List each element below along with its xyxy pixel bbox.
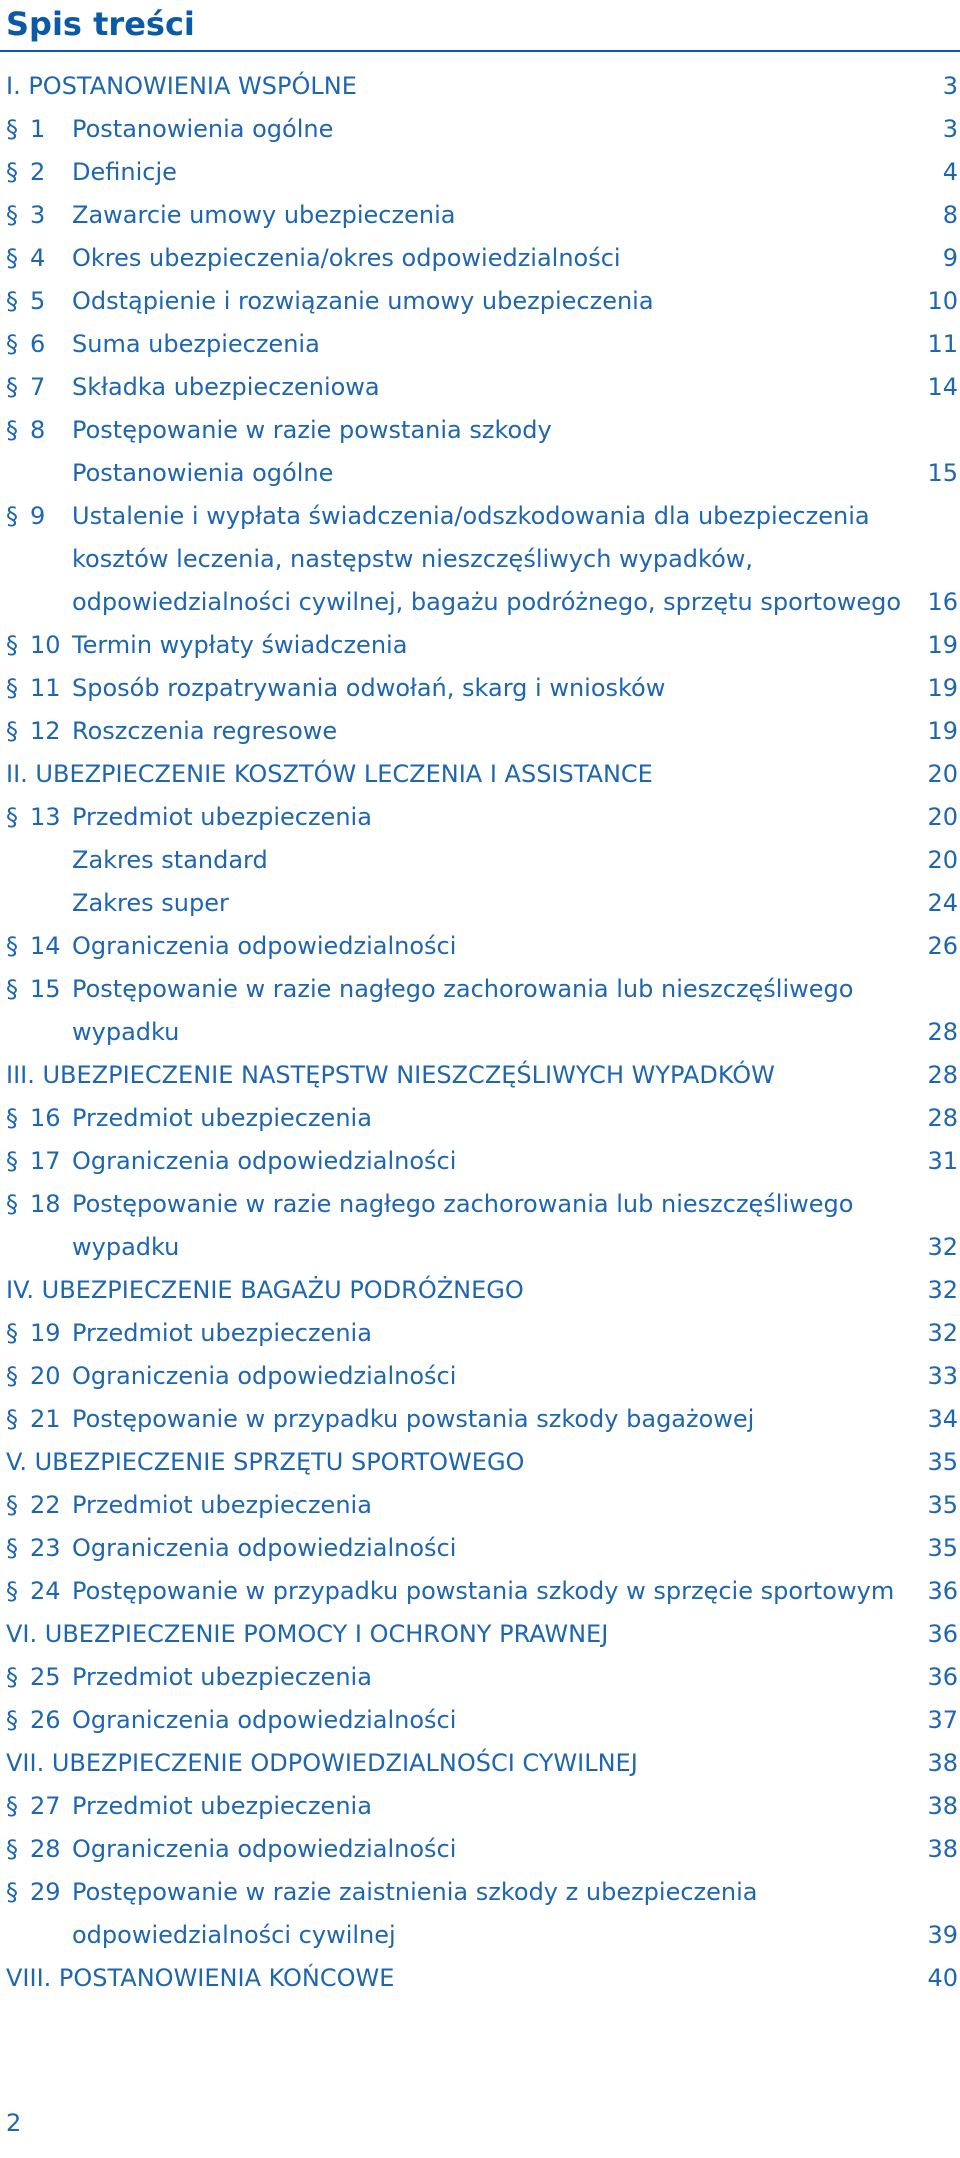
toc-paragraph-entry[interactable] [0, 710, 960, 753]
toc-entry-title: Składka ubezpieczeniowa [72, 373, 380, 401]
toc-entry-page: 32 [927, 1319, 958, 1347]
toc-entry-continuation[interactable] [0, 1011, 960, 1054]
toc-entry-page: 8 [942, 201, 958, 229]
toc-entry-number: 2 [30, 158, 46, 186]
toc-entry-page: 38 [927, 1792, 958, 1820]
toc-paragraph-entry[interactable] [0, 194, 960, 237]
toc-paragraph-entry[interactable] [0, 1355, 960, 1398]
toc-entry-page: 35 [927, 1491, 958, 1519]
toc-entry-title: odpowiedzialności cywilnej [72, 1921, 396, 1949]
toc-entry-page: 20 [927, 760, 958, 788]
toc-entry-page: 32 [927, 1233, 958, 1261]
section-sign-icon: § [6, 1706, 18, 1734]
toc-entry-title: Przedmiot ubezpieczenia [72, 803, 372, 831]
table-of-contents [0, 65, 960, 2000]
section-sign-icon: § [6, 975, 18, 1003]
section-sign-icon: § [6, 1491, 18, 1519]
toc-entry-title: kosztów leczenia, następstw nieszczęśliwych wypadków, [72, 545, 754, 573]
toc-paragraph-entry[interactable] [0, 280, 960, 323]
toc-entry-page: 36 [927, 1663, 958, 1691]
toc-entry-page: 35 [927, 1448, 958, 1476]
toc-paragraph-entry[interactable] [0, 968, 960, 1011]
toc-entry-page: 19 [927, 717, 958, 745]
toc-section-entry[interactable] [0, 1054, 960, 1097]
toc-entry-title: Ograniczenia odpowiedzialności [72, 1147, 457, 1175]
section-sign-icon: § [6, 201, 18, 229]
toc-paragraph-entry[interactable] [0, 1871, 960, 1914]
toc-entry-continuation[interactable] [0, 1914, 960, 1957]
toc-paragraph-entry[interactable] [0, 1097, 960, 1140]
toc-entry-page: 9 [942, 244, 958, 272]
toc-entry-number: 23 [30, 1534, 61, 1562]
toc-paragraph-entry[interactable] [0, 495, 960, 538]
toc-paragraph-entry[interactable] [0, 1699, 960, 1742]
toc-entry-title: Postępowanie w razie nagłego zachorowania lub nieszczęśliwego [72, 975, 854, 1003]
toc-entry-title: Okres ubezpieczenia/okres odpowiedzialności [72, 244, 621, 272]
toc-paragraph-entry[interactable] [0, 624, 960, 667]
section-sign-icon: § [6, 1362, 18, 1390]
toc-entry-number: 13 [30, 803, 61, 831]
toc-entry-page: 3 [942, 115, 958, 143]
toc-entry-number: 5 [30, 287, 46, 315]
toc-entry-title: Definicje [72, 158, 177, 186]
toc-section-entry[interactable] [0, 1613, 960, 1656]
toc-section-entry[interactable] [0, 65, 960, 108]
toc-section-entry[interactable] [0, 1957, 960, 2000]
section-sign-icon: § [6, 1577, 18, 1605]
toc-entry-number: 18 [30, 1190, 61, 1218]
section-sign-icon: § [6, 631, 18, 659]
toc-entry-page: 39 [927, 1921, 958, 1949]
section-sign-icon: § [6, 674, 18, 702]
toc-entry-title: Ograniczenia odpowiedzialności [72, 932, 457, 960]
toc-paragraph-entry[interactable] [0, 237, 960, 280]
toc-entry-number: 26 [30, 1706, 61, 1734]
toc-entry-title: VIII. POSTANOWIENIA KOŃCOWE [6, 1964, 395, 1992]
toc-entry-title: VII. UBEZPIECZENIE ODPOWIEDZIALNOŚCI CYWILNEJ [6, 1749, 638, 1777]
toc-entry-title: Ograniczenia odpowiedzialności [72, 1835, 457, 1863]
toc-entry-title: IV. UBEZPIECZENIE BAGAŻU PODRÓŻNEGO [6, 1276, 524, 1304]
toc-entry-title: odpowiedzialności cywilnej, bagażu podróżnego, sprzętu sportowego [72, 588, 902, 616]
toc-entry-number: 4 [30, 244, 46, 272]
toc-entry-title: Przedmiot ubezpieczenia [72, 1792, 372, 1820]
toc-entry-continuation[interactable] [0, 538, 960, 581]
toc-entry-title: Postępowanie w przypadku powstania szkody w sprzęcie sportowym [72, 1577, 895, 1605]
toc-entry-page: 19 [927, 674, 958, 702]
section-sign-icon: § [6, 502, 18, 530]
toc-paragraph-entry[interactable] [0, 1785, 960, 1828]
toc-entry-page: 31 [927, 1147, 958, 1175]
section-sign-icon: § [6, 1147, 18, 1175]
toc-entry-number: 6 [30, 330, 46, 358]
section-sign-icon: § [6, 1104, 18, 1132]
toc-entry-number: 20 [30, 1362, 61, 1390]
toc-entry-title: Postępowanie w razie zaistnienia szkody z ubezpieczenia [72, 1878, 758, 1906]
toc-entry-page: 28 [927, 1018, 958, 1046]
section-sign-icon: § [6, 1405, 18, 1433]
toc-entry-page: 4 [942, 158, 958, 186]
toc-entry-number: 17 [30, 1147, 61, 1175]
toc-entry-page: 15 [927, 459, 958, 487]
toc-paragraph-entry[interactable] [0, 108, 960, 151]
toc-entry-page: 24 [927, 889, 958, 917]
section-sign-icon: § [6, 416, 18, 444]
toc-section-entry[interactable] [0, 753, 960, 796]
toc-entry-title: Termin wypłaty świadczenia [72, 631, 408, 659]
toc-entry-page: 38 [927, 1749, 958, 1777]
toc-paragraph-entry[interactable] [0, 409, 960, 452]
toc-paragraph-entry[interactable] [0, 366, 960, 409]
toc-entry-title: Suma ubezpieczenia [72, 330, 320, 358]
toc-entry-number: 12 [30, 717, 61, 745]
toc-entry-title: Sposób rozpatrywania odwołań, skarg i wniosków [72, 674, 666, 702]
toc-paragraph-entry[interactable] [0, 1656, 960, 1699]
section-sign-icon: § [6, 158, 18, 186]
toc-entry-page: 28 [927, 1104, 958, 1132]
toc-entry-number: 29 [30, 1878, 61, 1906]
page-number: 2 [6, 2109, 22, 2137]
toc-entry-title: Zakres super [72, 889, 229, 917]
toc-paragraph-entry[interactable] [0, 151, 960, 194]
toc-entry-continuation[interactable] [0, 581, 960, 624]
section-sign-icon: § [6, 1190, 18, 1218]
section-sign-icon: § [6, 1663, 18, 1691]
section-sign-icon: § [6, 1319, 18, 1347]
toc-entry-title: Przedmiot ubezpieczenia [72, 1104, 372, 1132]
toc-entry-page: 36 [927, 1620, 958, 1648]
toc-entry-title: Odstąpienie i rozwiązanie umowy ubezpieczenia [72, 287, 654, 315]
toc-entry-title: Ograniczenia odpowiedzialności [72, 1362, 457, 1390]
toc-entry-title: II. UBEZPIECZENIE KOSZTÓW LECZENIA I ASSISTANCE [6, 760, 653, 788]
toc-entry-page: 34 [927, 1405, 958, 1433]
toc-paragraph-entry[interactable] [0, 1183, 960, 1226]
toc-paragraph-entry[interactable] [0, 925, 960, 968]
section-sign-icon: § [6, 244, 18, 272]
toc-section-entry[interactable] [0, 1269, 960, 1312]
toc-entry-page: 19 [927, 631, 958, 659]
toc-entry-title: V. UBEZPIECZENIE SPRZĘTU SPORTOWEGO [6, 1448, 525, 1476]
toc-entry-title: Postępowanie w razie powstania szkody [72, 416, 552, 444]
toc-entry-title: Postępowanie w razie nagłego zachorowania lub nieszczęśliwego [72, 1190, 854, 1218]
page-title: Spis treści [6, 5, 195, 43]
section-sign-icon: § [6, 717, 18, 745]
toc-entry-number: 28 [30, 1835, 61, 1863]
title-divider [0, 50, 960, 52]
toc-entry-page: 32 [927, 1276, 958, 1304]
toc-entry-title: Postępowanie w przypadku powstania szkody bagażowej [72, 1405, 755, 1433]
toc-entry-page: 37 [927, 1706, 958, 1734]
toc-entry-page: 38 [927, 1835, 958, 1863]
toc-section-entry[interactable] [0, 1742, 960, 1785]
toc-entry-page: 16 [927, 588, 958, 616]
toc-entry-title: Przedmiot ubezpieczenia [72, 1663, 372, 1691]
section-sign-icon: § [6, 803, 18, 831]
toc-entry-title: Ustalenie i wypłata świadczenia/odszkodowania dla ubezpieczenia [72, 502, 870, 530]
toc-entry-title: I. POSTANOWIENIA WSPÓLNE [6, 72, 357, 100]
toc-entry-number: 1 [30, 115, 46, 143]
toc-entry-number: 24 [30, 1577, 61, 1605]
toc-entry-title: VI. UBEZPIECZENIE POMOCY I OCHRONY PRAWNEJ [6, 1620, 609, 1648]
toc-entry-title: Roszczenia regresowe [72, 717, 338, 745]
toc-entry-continuation[interactable] [0, 1226, 960, 1269]
toc-entry-continuation[interactable] [0, 839, 960, 882]
toc-entry-page: 14 [927, 373, 958, 401]
toc-entry-title: Przedmiot ubezpieczenia [72, 1319, 372, 1347]
toc-paragraph-entry[interactable] [0, 1828, 960, 1871]
toc-entry-title: wypadku [72, 1018, 180, 1046]
toc-entry-title: Postanowienia ogólne [72, 115, 334, 143]
toc-entry-page: 28 [927, 1061, 958, 1089]
toc-entry-number: 22 [30, 1491, 61, 1519]
toc-entry-page: 40 [927, 1964, 958, 1992]
toc-entry-page: 20 [927, 846, 958, 874]
toc-paragraph-entry[interactable] [0, 1570, 960, 1613]
section-sign-icon: § [6, 1534, 18, 1562]
toc-entry-number: 10 [30, 631, 61, 659]
toc-entry-number: 21 [30, 1405, 61, 1433]
toc-entry-number: 9 [30, 502, 46, 530]
section-sign-icon: § [6, 1792, 18, 1820]
toc-entry-page: 20 [927, 803, 958, 831]
toc-entry-title: Ograniczenia odpowiedzialności [72, 1534, 457, 1562]
section-sign-icon: § [6, 287, 18, 315]
toc-paragraph-entry[interactable] [0, 1312, 960, 1355]
toc-entry-number: 14 [30, 932, 61, 960]
toc-entry-number: 27 [30, 1792, 61, 1820]
toc-paragraph-entry[interactable] [0, 1484, 960, 1527]
toc-entry-number: 11 [30, 674, 61, 702]
toc-entry-title: Zakres standard [72, 846, 268, 874]
toc-paragraph-entry[interactable] [0, 1527, 960, 1570]
toc-paragraph-entry[interactable] [0, 796, 960, 839]
toc-entry-page: 10 [927, 287, 958, 315]
toc-paragraph-entry[interactable] [0, 667, 960, 710]
section-sign-icon: § [6, 330, 18, 358]
toc-entry-title: Przedmiot ubezpieczenia [72, 1491, 372, 1519]
toc-entry-number: 7 [30, 373, 46, 401]
toc-entry-page: 35 [927, 1534, 958, 1562]
toc-entry-continuation[interactable] [0, 882, 960, 925]
toc-section-entry[interactable] [0, 1441, 960, 1484]
toc-entry-continuation[interactable] [0, 452, 960, 495]
section-sign-icon: § [6, 1835, 18, 1863]
toc-entry-title: Zawarcie umowy ubezpieczenia [72, 201, 456, 229]
toc-entry-page: 33 [927, 1362, 958, 1390]
section-sign-icon: § [6, 1878, 18, 1906]
toc-entry-number: 15 [30, 975, 61, 1003]
toc-paragraph-entry[interactable] [0, 323, 960, 366]
toc-entry-title: III. UBEZPIECZENIE NASTĘPSTW NIESZCZĘŚLIWYCH WYPADKÓW [6, 1061, 775, 1089]
toc-entry-page: 36 [927, 1577, 958, 1605]
toc-entry-number: 25 [30, 1663, 61, 1691]
toc-entry-title: Ograniczenia odpowiedzialności [72, 1706, 457, 1734]
section-sign-icon: § [6, 115, 18, 143]
toc-entry-number: 19 [30, 1319, 61, 1347]
toc-entry-page: 26 [927, 932, 958, 960]
toc-entry-page: 3 [942, 72, 958, 100]
toc-paragraph-entry[interactable] [0, 1398, 960, 1441]
toc-entry-title: wypadku [72, 1233, 180, 1261]
toc-entry-number: 3 [30, 201, 46, 229]
section-sign-icon: § [6, 932, 18, 960]
section-sign-icon: § [6, 373, 18, 401]
toc-entry-page: 11 [927, 330, 958, 358]
toc-entry-number: 8 [30, 416, 46, 444]
toc-entry-title: Postanowienia ogólne [72, 459, 334, 487]
toc-paragraph-entry[interactable] [0, 1140, 960, 1183]
toc-entry-number: 16 [30, 1104, 61, 1132]
